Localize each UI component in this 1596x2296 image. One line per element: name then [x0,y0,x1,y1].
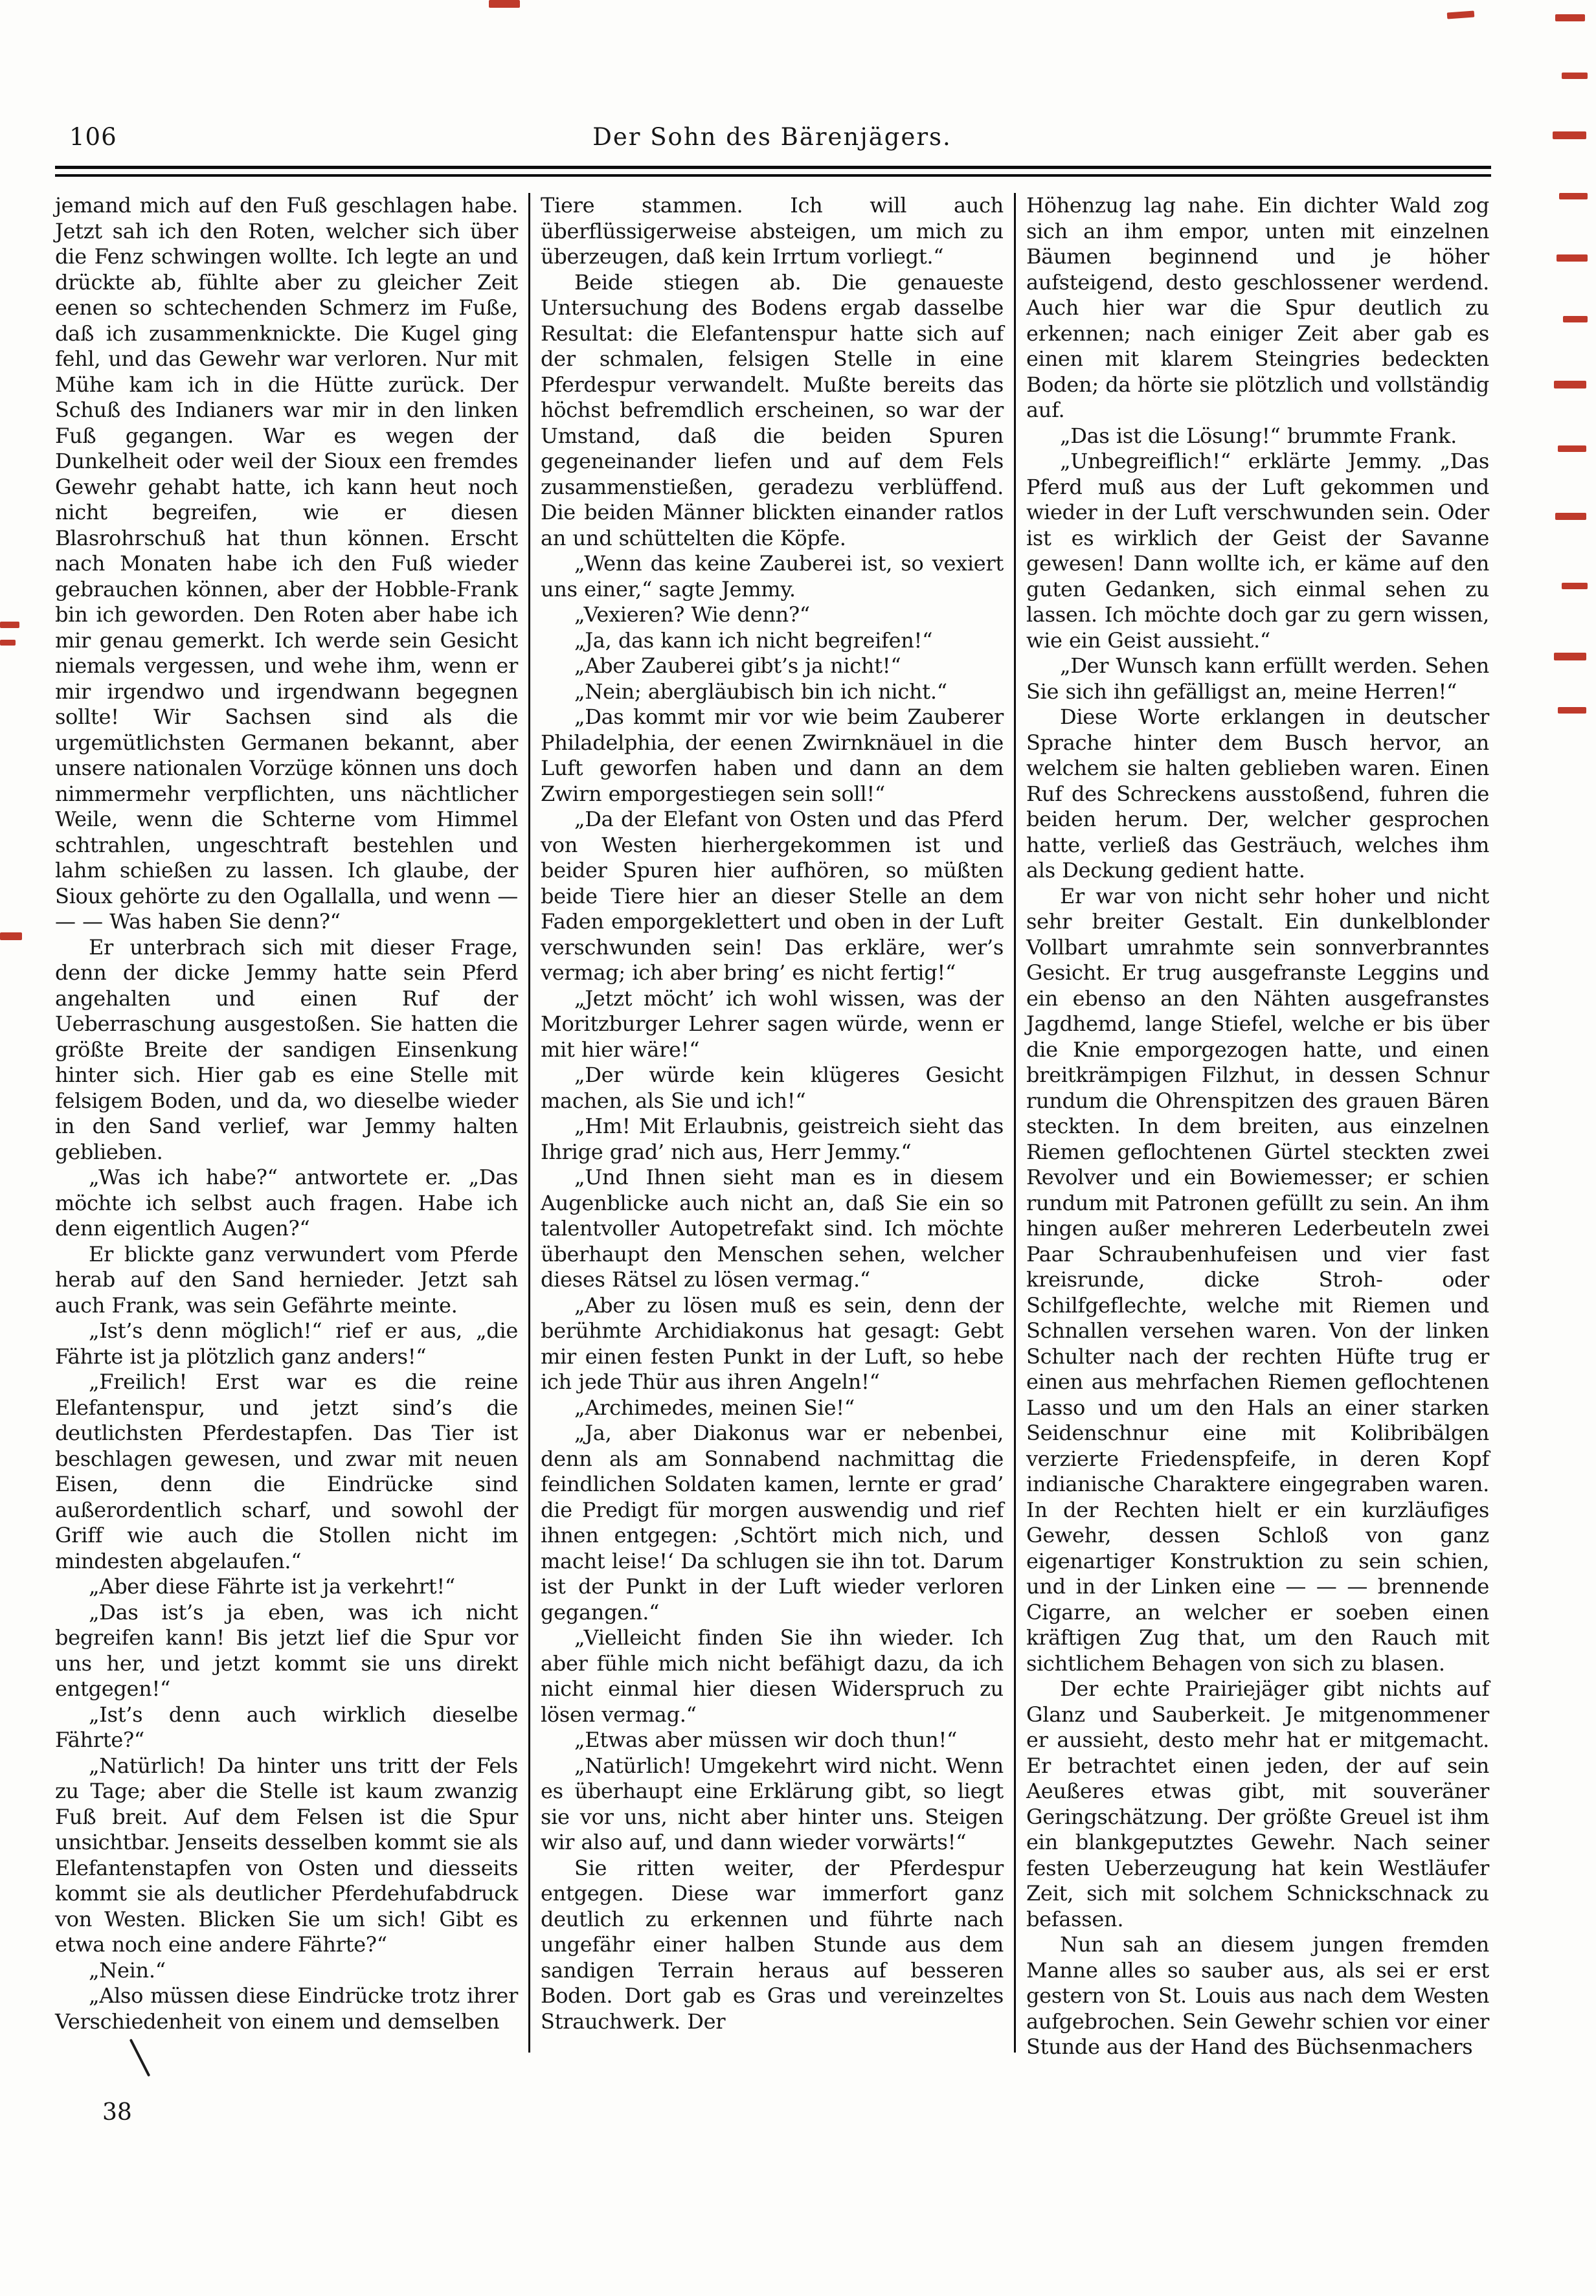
text-column-2 [541,193,1004,2034]
paragraph: „Unbegreiflich!“ erklärte Jemmy. „Das Pferd muß aus der Luft gekommen und wieder in der Luft verschwunden sein. Oder ist es wirklich der Geist der Savanne gewesen! Dann wollte ich, er käme auf den guten Gedanken, sich einmal sehen zu lassen. Ich möchte doch gar zu gern wissen, wie ein Geist aussieht.“ [1026,449,1489,653]
paragraph: „Archimedes, meinen Sie!“ [574,1395,855,1420]
paragraph: „Der Wunsch kann erfüllt werden. Sehen Sie sich ihn gefälligst an, meine Herren!“ [1026,653,1489,704]
column-rule-2 [1014,193,1016,2053]
paragraph: Er unterbrach sich mit dieser Frage, denn der dicke Jemmy hatte sein Pferd angehalten und einen Ruf der Ueberraschung ausgestoßen. Sie hatten die größte Breite der sandigen Einsenkung hinter sich. Hier gab es eine Stelle mit felsigem Boden, und da, wo dieselbe wieder in den Sand verlief, war Jemmy halten geblieben. [55,934,518,1164]
page-number: 106 [69,123,117,151]
paragraph: Beide stiegen ab. Die genaueste Untersuchung des Bodens ergab dasselbe Resultat: die Elefantenspur hatte sich auf der schmalen, felsigen Stelle in eine Pferdespur verwandelt. Mußte bereits das höchst befremdlich erscheinen, so war der Umstand, daß die beiden Spuren gegeneinander liefen und auf dem Fels zusammenstießen, geradezu verblüffend. Die beiden Männer blickten einander ratlos an und schüttelten die Köpfe. [541,269,1004,550]
red-edge-mark [1554,653,1586,660]
header-double-rule [55,166,1491,177]
red-edge-mark [1562,73,1588,79]
red-edge-mark [1554,381,1586,388]
red-edge-mark [0,932,22,940]
red-edge-mark [489,0,520,8]
page-title: Der Sohn des Bärenjägers. [592,123,952,151]
running-head [55,123,1489,157]
paragraph: „Vielleicht finden Sie ihn wieder. Ich aber fühle mich nicht befähigt dazu, da ich nicht einmal hier diesen Widerspruch zu lösen vermag.“ [541,1625,1004,1727]
paragraph: „Jetzt möcht’ ich wohl wissen, was der Moritzburger Lehrer sagen würde, wenn er mit hier wäre!“ [541,985,1004,1062]
signature-number: 38 [102,2099,132,2126]
red-edge-mark [1555,14,1585,21]
paragraph: „Also müssen diese Eindrücke trotz ihrer Verschiedenheit von einem und demselben [55,1983,518,2034]
paragraph: Der echte Prairiejäger gibt nichts auf Glanz und Sauberkeit. Je mitgenommener er aussieht, desto mehr hat er mitgemacht. Er betrachtet einen jeden, der auf sein Aeußeres etwas gibt, mit souveräner Geringschätzung. Der größte Greuel ist ihm ein blankgeputztes Gewehr. Nach seiner festen Ueberzeugung hat kein Westläufer Zeit, sich mit solchem Schnickschnack zu befassen. [1026,1676,1489,1931]
red-edge-mark [1447,11,1475,19]
paragraph: „Das ist die Lösung!“ brummte Frank. [1060,423,1457,448]
paragraph: „Ja, das kann ich nicht begreifen!“ [574,627,933,653]
paragraph: „Und Ihnen sieht man es in diesem Augenblicke auch nicht an, daß Sie ein so talentvoller Autopetrefakt sind. Ich möchte überhaupt den Menschen sehen, welcher dieses Rätsel zu lösen vermag.“ [541,1165,1004,1292]
paragraph: „Da der Elefant von Osten und das Pferd von Westen hierhergekommen ist und beider Spuren hier aufhören, so müßten beide Tiere hier an dieser Stelle an dem Faden emporgeklettert und oben in der Luft verschwunden sein! Das erkläre, wer’s vermag; ich aber bring’ es nicht fertig!“ [541,807,1004,985]
paragraph: „Aber zu lösen muß es sein, denn der berühmte Archidiakonus hat gesagt: Gebt mir einen festen Punkt in der Luft, so hebe ich jede Thür aus ihren Angeln!“ [541,1292,1004,1394]
paragraph: „Aber diese Fährte ist ja verkehrt!“ [89,1574,455,1599]
red-edge-mark [1559,193,1588,199]
paragraph: „Ist’s denn auch wirklich dieselbe Fährte?“ [55,1702,518,1752]
red-edge-mark [0,622,19,628]
paragraph: „Ist’s denn möglich!“ rief er aus, „die Fährte ist ja plötzlich ganz anders!“ [55,1318,518,1369]
paragraph: „Natürlich! Da hinter uns tritt der Fels zu Tage; aber die Stelle ist kaum zwanzig Fuß breit. Auf dem Felsen ist die Spur unsichtbar. Jenseits desselben kommt sie als Elefantenstapfen von Osten und diesseits kommt sie als deutlicher Pferdehufabdruck von Westen. Blicken Sie um sich! Gibt es etwa noch eine andere Fährte?“ [55,1753,518,1957]
paragraph: „Nein; abergläubisch bin ich nicht.“ [574,679,947,704]
paragraph: Nun sah an diesem jungen fremden Manne alles so sauber aus, als sei er erst gestern von St. Louis aus nach dem Westen aufgebrochen. Sein Gewehr schien vor einer Stunde aus der Hand des Büchsenmachers [1026,1932,1489,2059]
paragraph: „Aber Zauberei gibt’s ja nicht!“ [574,653,901,678]
paragraph: „Natürlich! Umgekehrt wird nicht. Wenn es überhaupt eine Erklärung gibt, so liegt sie vor uns, nicht aber hinter uns. Steigen wir also auf, und dann wieder vorwärts!“ [541,1753,1004,1854]
paragraph: „Das ist’s ja eben, was ich nicht begreifen kann! Bis jetzt lief die Spur vor uns her, und jetzt kommt sie uns direkt entgegen!“ [55,1599,518,1701]
paragraph: „Nein.“ [89,1957,166,1983]
paragraph: „Das kommt mir vor wie beim Zauberer Philadelphia, der eenen Zwirnknäuel in die Luft geworfen haben und dann an dem Zwirn emporgestiegen sein soll!“ [541,704,1004,806]
red-edge-mark [1557,254,1588,262]
paragraph: Tiere stammen. Ich will auch überflüssigerweise absteigen, um mich zu überzeugen, daß kein Irrtum vorliegt.“ [541,193,1004,269]
paragraph: „Etwas aber müssen wir doch thun!“ [574,1728,958,1752]
paragraph: Er war von nicht sehr hoher und nicht sehr breiter Gestalt. Ein dunkelblonder Vollbart umrahmte sein sonnverbranntes Gesicht. Er trug ausgefranste Leggins und ein ebenso an den Nähten ausgefranstes Jagdhemd, lange Stiefel, welche er bis über die Knie emporgezogen hatte, und einen breitkrämpigen Filzhut, in dessen Schnur rundum die Ohrenspitzen des grauen Bären steckten. In dem breiten, aus einzelnen Riemen geflochtenen Gürtel steckten zwei Revolver und ein Bowiemesser; er schien rundum mit Patronen gefüllt zu sein. An ihm hingen außer mehreren Lederbeuteln zwei Paar Schraubenhufeisen und vier fast kreisrunde, dicke Stroh- oder Schilfgeflechte, welche mit Riemen und Schnallen versehen waren. Von der linken Schulter nach der rechten Hüfte trug er einen aus mehrfachen Riemen geflochtenen Lasso und um den Hals an einer starken Seidenschnur eine mit Kolibribälgen verzierte Friedenspfeife, in deren Kopf indianische Charaktere eingegraben waren. In der Rechten hielt er ein kurzläufiges Gewehr, dessen Schloß von ganz eigenartiger Konstruktion zu sein schien, und in der Linken eine — — — brennende Cigarre, an welcher er soeben einen kräftigen Zug that, um den Rauch mit sichtlichem Behagen von sich zu blasen. [1026,883,1489,1676]
paragraph: Er blickte ganz verwundert vom Pferde herab auf den Sand hernieder. Jetzt sah auch Frank, was sein Gefährte meinte. [55,1241,518,1318]
paragraph: Höhenzug lag nahe. Ein dichter Wald zog sich an ihm empor, unten mit einzelnen Bäumen beginnend und je höher aufsteigend, desto geschlossener werdend. Auch hier war die Spur deutlich zu erkennen; nach einiger Zeit aber gab es einen mit klarem Steingries bedeckten Boden; da hörte sie plötzlich und vollständig auf. [1026,193,1489,422]
red-edge-mark [1558,445,1586,452]
paragraph: „Was ich habe?“ antwortete er. „Das möchte ich selbst auch fragen. Habe ich denn eigentlich Augen?“ [55,1165,518,1241]
paragraph: „Hm! Mit Erlaubnis, geistreich sieht das Ihrige grad’ nich aus, Herr Jemmy.“ [541,1114,1004,1164]
column-rule-1 [528,193,530,2053]
paragraph: „Ja, aber Diakonus war er nebenbei, denn als am Sonnabend nachmittag die feindlichen Soldaten kamen, lernte er grad’ die Predigt für morgen auswendig und rief ihnen entgegen: ‚Schtört mich nich, und macht leise!‘ Da schlugen sie ihn tot. Darum ist der Punkt in der Luft wieder verloren gegangen.“ [541,1421,1004,1625]
red-edge-mark [1562,583,1588,589]
red-edge-mark [1555,513,1586,520]
text-column-3 [1026,193,1489,2060]
paragraph: Sie ritten weiter, der Pferdespur entgegen. Diese war immerfort ganz deutlich zu erkennen und führte nach ungefähr einer halben Stunde aus dem sandigen Terrain heraus auf besseren Boden. Dort gab es Gras und vereinzeltes Strauchwerk. Der [541,1855,1004,2034]
paragraph: Diese Worte erklangen in deutscher Sprache hinter dem Busch hervor, an welchem sie halten geblieben waren. Einen Ruf des Schreckens ausstoßend, fuhren die beiden herum. Der, welcher gesprochen hatte, verließ das Gesträuch, welches ihm als Deckung gedient hatte. [1026,704,1489,883]
red-edge-mark [1563,316,1588,322]
red-edge-mark [1553,131,1586,139]
paragraph: „Der würde kein klügeres Gesicht machen, als Sie und ich!“ [541,1063,1004,1113]
text-column-1 [55,193,518,2034]
paragraph: „Freilich! Erst war es die reine Elefantenspur, und jetzt sind’s die deutlichsten Pferdestapfen. Das Tier ist beschlagen gewesen, und zwar mit neuen Eisen, denn die Eindrücke sind außerordentlich scharf, und sowohl der Griff wie auch die Stollen nicht im mindesten abgelaufen.“ [55,1369,518,1573]
paragraph: „Wenn das keine Zauberei ist, so vexiert uns einer,“ sagte Jemmy. [541,551,1004,602]
ink-stroke [129,2039,151,2077]
red-edge-mark [0,640,16,646]
paragraph: jemand mich auf den Fuß geschlagen habe. Jetzt sah ich den Roten, welcher sich über die Fenz schwingen wollte. Ich legte an und drückte ab, fühlte aber zu gleicher Zeit eenen so schtechenden Schmerz im Fuße, daß ich zusammenknickte. Die Kugel ging fehl, und das Gewehr war verloren. Nur mit Mühe kam ich in die Hütte zurück. Der Schuß des Indianers war mir in den linken Fuß gegangen. War es wegen der Dunkelheit oder weil der Sioux een fremdes Gewehr gehabt hatte, ich kann heut noch nicht begreifen, wie er diesen Blasrohrschuß hat thun können. Erscht nach Monaten habe ich den Fuß wieder gebrauchen können, aber der Hobble-Frank bin ich geworden. Den Roten aber habe ich mir genau gemerkt. Ich werde sein Gesicht niemals vergessen, und wehe ihm, wenn er mir irgendwo und irgendwann begegnen sollte! Wir Sachsen sind als die urgemütlichsten Germanen bekannt, aber unsere nationalen Vorzüge können uns doch nimmermehr verpflichten, uns nächtlicher Weile, wenn die Schterne vom Himmel schtrahlen, ungeschtraft bestehlen und lahm schießen zu lassen. Ich glaube, der Sioux gehörte zu den Ogallalla, und wenn — — — Was haben Sie denn?“ [55,193,518,934]
red-edge-mark [1558,707,1586,714]
paragraph: „Vexieren? Wie denn?“ [574,602,810,627]
